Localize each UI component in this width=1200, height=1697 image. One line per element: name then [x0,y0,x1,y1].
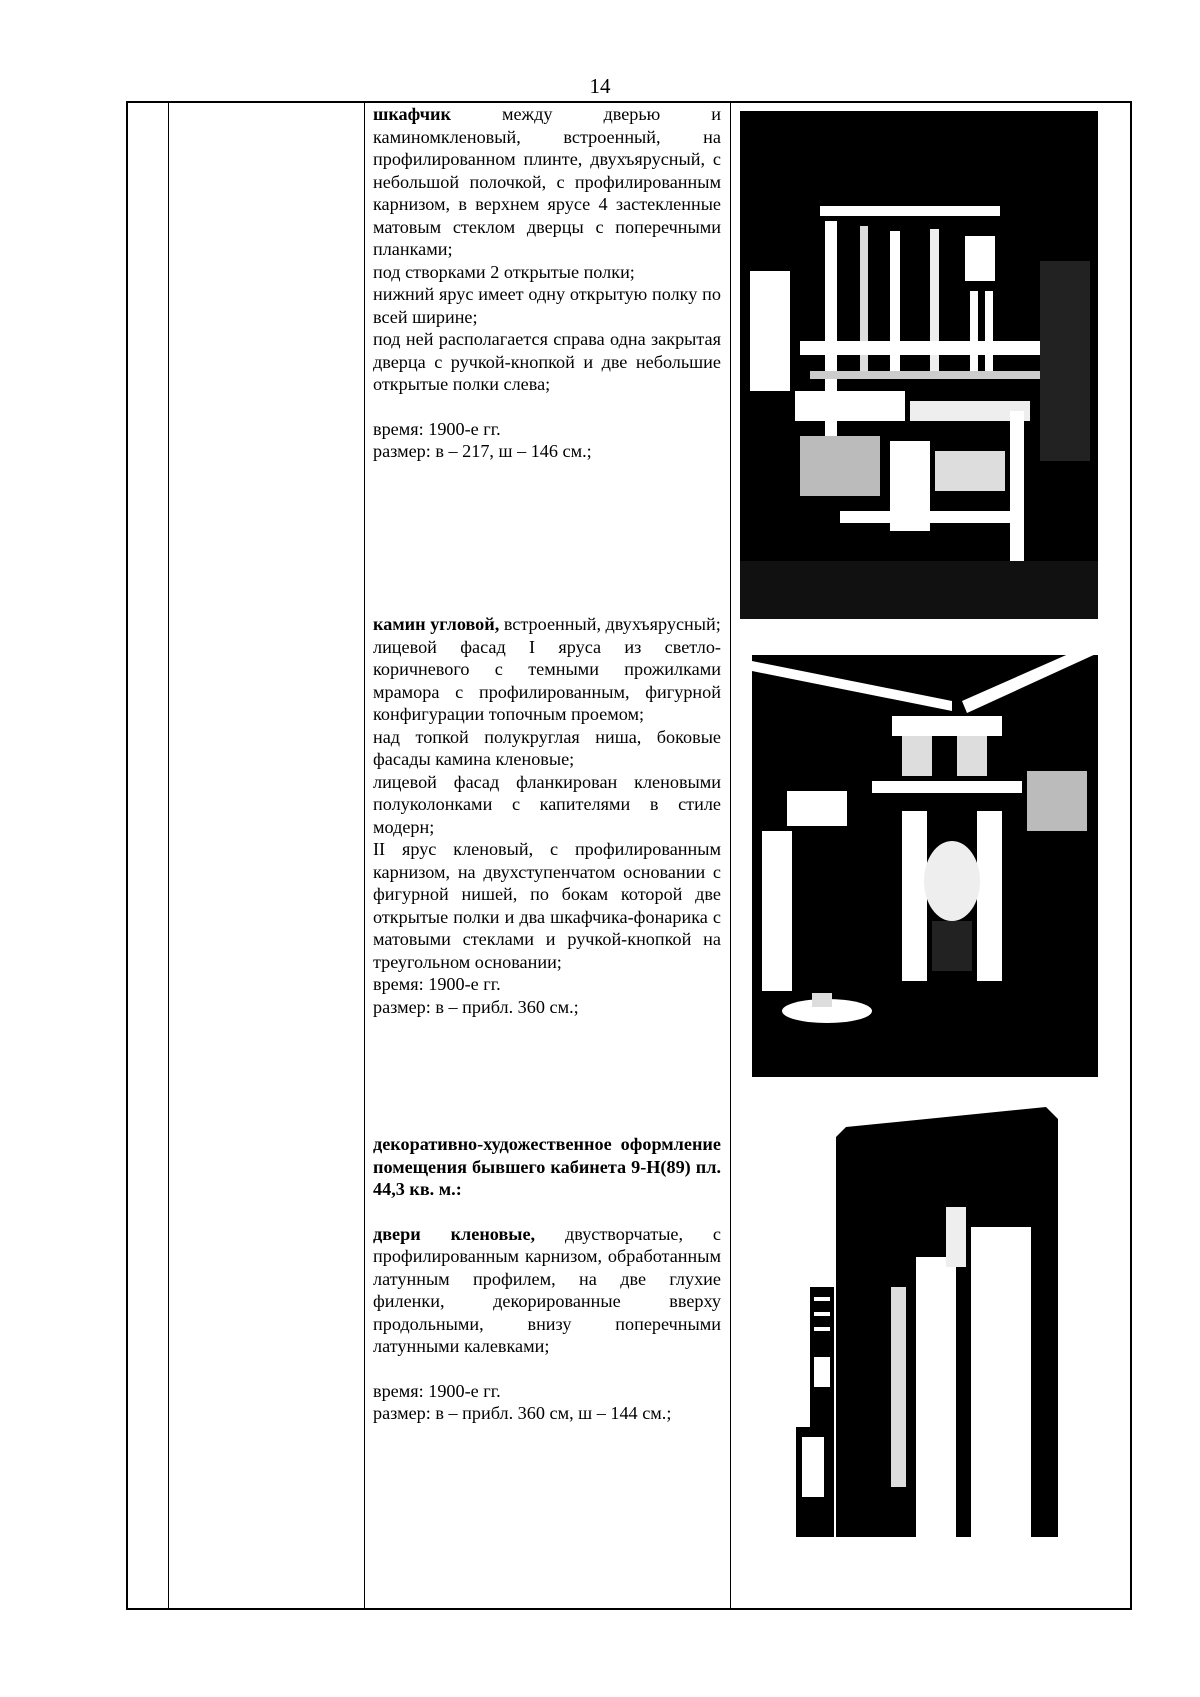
column-divider [364,103,365,1608]
item-time: время: 1900-е гг. [373,974,501,994]
item-text: II ярус кленовый, с профилированным карнизом, на двухступенчатом основании с фигурной нишей, по бокам которой две открытые полки и два шкафчика-фонарика с матовыми стеклами и ручкой-кнопкой на треугольном основании; [373,839,721,972]
item-fireplace [373,613,721,1018]
item-cabinet [373,103,721,463]
section-heading: декоративно-художественное оформление помещения бывшего кабинета 9-Н(89) пл. 44,3 кв. м.: [373,1134,721,1199]
page-number: 14 [589,74,611,98]
item-text: под створками 2 открытые полки; [373,261,635,282]
item-size: размер: в – 217, ш – 146 см.; [373,441,592,461]
item-doors [373,1133,721,1425]
column-divider [730,103,731,1608]
inventory-table [126,101,1132,1610]
item-text: над топкой полукруглая ниша, боковые фасады камина кленовые; [373,726,721,769]
item-time: время: 1900-е гг. [373,418,501,439]
item-text: лицевой фасад I яруса из светло-коричневого с темными прожилками мрамора с профилированным, фигурной конфигурации топочным проемом; [373,636,721,724]
item-text: нижний ярус имеет одну открытую полку по всей ширине; [373,284,721,327]
item-title: шкафчик [373,104,451,124]
item-title: камин угловой, [373,614,500,634]
fireplace-photo [752,641,1098,1077]
item-size: размер: в – прибл. 360 см, ш – 144 см.; [373,1403,672,1423]
item-text: под ней располагается справа одна закрытая дверца с ручкой-кнопкой и две небольшие открытые полки слева; [373,329,721,394]
doors-photo [796,1107,1058,1537]
item-text: лицевой фасад фланкирован кленовыми полуколонками с капителями в стиле модерн; [373,771,721,837]
item-size: размер: в – прибл. 360 см.; [373,996,579,1017]
item-text: встроенный, двухъярусный; [499,614,721,634]
column-divider [168,103,169,1608]
item-text: между дверью и каминомкленовый, встроенный, на профилированном плинте, двухъярусный, с небольшой полочкой, с профилированным карнизом, в верхнем ярусе 4 застекленные матовым стеклом дверцы с поперечными планками; [373,104,721,259]
cabinet-photo [740,111,1098,619]
item-text: двустворчатые, с профилированным карнизом, обработанным латунным профилем, на две глухие филенки, декорированные вверху продольными, внизу поперечными латунными калевками; [373,1223,721,1356]
item-time: время: 1900-е гг. [373,1380,501,1401]
item-title: двери кленовые, [373,1223,536,1244]
